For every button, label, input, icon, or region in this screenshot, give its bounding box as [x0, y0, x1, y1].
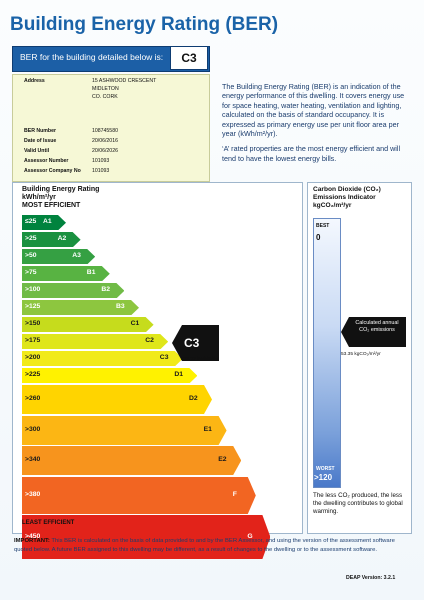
rating-band-shape: [22, 446, 241, 475]
rating-band-shape: [22, 477, 256, 514]
ber-number-label: BER Number: [24, 128, 56, 134]
rating-band-code: F: [232, 490, 237, 498]
important-notice-label: IMPORTANT:: [14, 538, 50, 544]
date-of-issue-label: Date of Issue: [24, 138, 57, 144]
rating-band-range: >150: [25, 320, 41, 328]
co2-best-value: 0: [316, 233, 321, 242]
ber-number-value: 108745580: [92, 128, 118, 134]
rating-band-code: C1: [130, 320, 140, 328]
co2-worst-label: WORST: [316, 466, 335, 472]
address-line-2: MIDLETON: [92, 86, 119, 92]
valid-until-value: 20/06/2026: [92, 148, 118, 154]
deap-version: DEAP Version: 3.2.1: [346, 575, 396, 581]
ber-description-paragraph-2: ‘A’ rated properties are the most energy efficient and will tend to have the lowest energy bills.: [222, 144, 401, 163]
rating-band-range: >380: [25, 490, 41, 498]
ber-rating-banner-label: BER for the building detailed below is:: [20, 52, 164, 62]
page-title: Building Energy Rating (BER): [10, 14, 279, 35]
rating-band-range: >75: [25, 269, 37, 277]
rating-band-c3: [22, 351, 183, 366]
date-of-issue-value: 20/06/2016: [92, 138, 118, 144]
address-line-1: 15 ASHWOOD CRESCENT: [92, 78, 157, 84]
rating-band-range: >225: [25, 371, 41, 379]
important-notice-text: This BER is calculated on the basis of data provided to and by the BER Assessor, and using the version of the assessment software quoted below. A future BER assigned to this dwelling may be different, as a result of changes to the dwelling or to the assessment software.: [14, 538, 395, 553]
valid-until-label: Valid Until: [24, 148, 50, 154]
address-line-3: CO. CORK: [92, 94, 118, 100]
rating-band-range: >200: [25, 354, 41, 362]
important-notice: [14, 537, 410, 554]
rating-band-code: E2: [218, 456, 227, 464]
co2-emissions-pointer-label: Calculated annual CO₂ emissions: [355, 320, 399, 333]
energy-rating-scale-title: [22, 186, 99, 210]
co2-best-label: BEST: [316, 223, 330, 229]
assessor-number-value: 101093: [92, 158, 110, 164]
rating-band-d2: [22, 385, 212, 414]
co2-footnote: The less CO₂ produced, the less the dwelling contributes to global warming.: [313, 492, 403, 515]
current-rating-value: 223.13 kWh/m²/yr: [181, 357, 219, 362]
rating-band-range: >300: [25, 425, 41, 433]
rating-band-code: D1: [174, 371, 184, 379]
rating-band-code: A3: [72, 252, 81, 260]
rating-band-range: >340: [25, 456, 41, 464]
assessor-number-label: Assessor Number: [24, 158, 69, 164]
rating-band-code: A1: [43, 218, 52, 226]
co2-emissions-value: 53.35 kgCO₂/m²/yr: [341, 352, 381, 357]
rating-band-code: D2: [189, 395, 198, 402]
address-label: Address: [24, 78, 45, 84]
rating-band-code: C3: [159, 354, 169, 362]
ber-rating-value-box: C3: [170, 46, 208, 70]
assessor-company-value: 101093: [92, 168, 110, 174]
ber-description-paragraph-1: The Building Energy Rating (BER) is an indication of the energy performance of this dwelling. It covers energy use for space heating, water heating, ventilation and lighting, calculated on the basis of standard occupancy. It is expressed as primary energy use per unit floor area per year (kWh/m²/yr).: [222, 82, 405, 139]
rating-band-code: C2: [145, 337, 154, 345]
rating-band-range: >450: [25, 532, 41, 540]
rating-band-code: E1: [203, 425, 212, 433]
rating-band-code: B2: [101, 286, 111, 294]
rating-band-code: B1: [86, 269, 96, 277]
rating-band-e2: [22, 446, 241, 475]
rating-band-code: B3: [116, 303, 125, 311]
most-efficient-label: MOST EFFICIENT: [22, 202, 81, 209]
rating-band-shape: [22, 368, 197, 383]
rating-band-shape: [22, 385, 212, 414]
least-efficient-label: LEAST EFFICIENT: [22, 520, 75, 526]
ber-description: [222, 82, 412, 169]
co2-indicator-bar: [313, 218, 341, 488]
rating-band-range: >100: [25, 286, 41, 294]
energy-rating-scale-unit: kWh/m²/yr: [22, 194, 56, 201]
rating-band-code: G: [247, 532, 253, 540]
rating-band-e1: [22, 416, 227, 445]
rating-band-f: [22, 477, 256, 514]
rating-band-shape: [22, 351, 183, 366]
rating-band-range: >125: [25, 303, 41, 311]
assessor-company-label: Assessor Company No: [24, 168, 81, 174]
rating-band-range: >25: [25, 235, 37, 243]
rating-band-range: ≤25: [25, 218, 37, 226]
rating-band-range: >260: [25, 395, 41, 402]
co2-indicator-title: Carbon Dioxide (CO₂) Emissions Indicator kgCO₂/m²/yr: [313, 186, 381, 210]
rating-band-code: A2: [57, 235, 67, 243]
rating-band-shape: [22, 416, 227, 445]
co2-worst-value: >120: [314, 473, 333, 482]
rating-band-range: >50: [25, 252, 37, 260]
rating-band-range: >175: [25, 337, 41, 345]
rating-band-d1: [22, 368, 197, 383]
current-rating-arrow-label: C3: [184, 336, 200, 350]
energy-rating-scale-heading: Building Energy Rating: [22, 186, 100, 193]
